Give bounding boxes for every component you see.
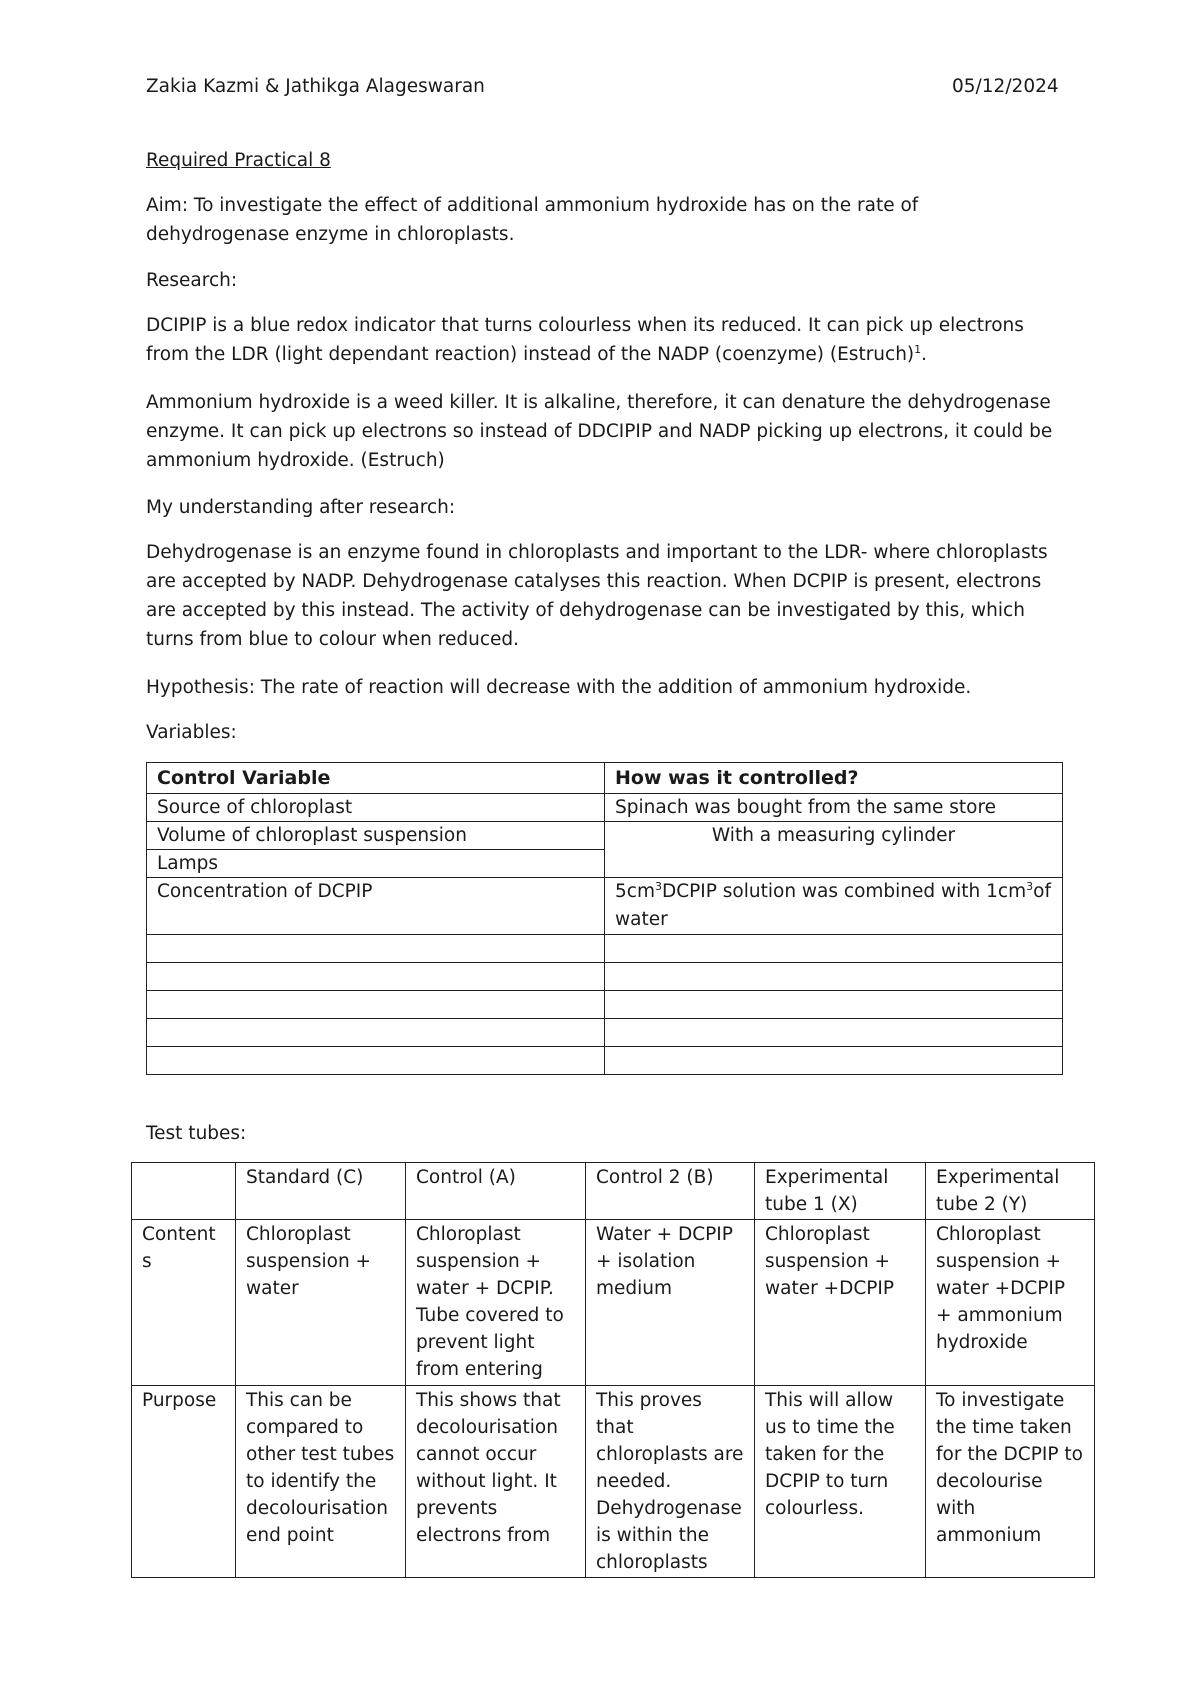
aim-paragraph: Aim: To investigate the effect of additional ammonium hydroxide has on the rate of dehydrogenase enzyme in chloroplasts. — [146, 195, 919, 245]
header-date: 05/12/2024 — [952, 76, 1059, 97]
table-row — [132, 1386, 1095, 1578]
table-cell — [605, 1047, 1063, 1075]
control-variables-table — [146, 762, 1063, 1075]
table-cell: With a measuring cylinder — [605, 822, 1063, 878]
table-cell: Source of chloroplast — [147, 794, 605, 822]
table-row — [147, 794, 1063, 822]
column-header: Experimental tube 1 (X) — [755, 1163, 926, 1220]
table-cell — [147, 1047, 605, 1075]
cell-text: DCPIP solution was combined with 1cm — [661, 881, 1027, 902]
variables-heading: Variables: — [146, 722, 237, 743]
cell-text: 5cm — [615, 881, 655, 902]
table-row — [147, 878, 1063, 935]
table-cell — [147, 963, 605, 991]
table-cell: Volume of chloroplast suspension — [147, 822, 605, 850]
table-cell-dcpip — [605, 878, 1063, 935]
hypothesis-paragraph: Hypothesis: The rate of reaction will decrease with the addition of ammonium hydroxide. — [146, 677, 972, 698]
test-tubes-heading: Test tubes: — [146, 1123, 247, 1144]
table-cell: Lamps — [147, 850, 605, 878]
superscript: 3 — [654, 879, 662, 893]
table-row — [147, 991, 1063, 1019]
column-header — [132, 1163, 236, 1220]
table-cell: Chloroplast suspension + water +DCPIP — [755, 1220, 926, 1386]
column-header: Control (A) — [406, 1163, 586, 1220]
understanding-heading: My understanding after research: — [146, 497, 456, 518]
table-cell — [147, 1019, 605, 1047]
table-cell — [147, 935, 605, 963]
table-row — [147, 963, 1063, 991]
research-p1-reference: 1 — [914, 342, 922, 356]
table-header-row — [147, 763, 1063, 794]
table-row — [132, 1220, 1095, 1386]
header-authors: Zakia Kazmi & Jathikga Alageswaran — [146, 76, 485, 97]
table-row — [147, 1047, 1063, 1075]
table-cell: Chloroplast suspension + water +DCPIP + ammonium hydroxide — [926, 1220, 1095, 1386]
research-heading: Research: — [146, 270, 238, 291]
table-cell: This can be compared to other test tubes to identify the decolourisation end point — [236, 1386, 406, 1578]
table-cell: Water + DCPIP + isolation medium — [586, 1220, 755, 1386]
research-paragraph-2: Ammonium hydroxide is a weed killer. It is alkaline, therefore, it can denature the dehydrogenase enzyme. It can pick up electrons so instead of DDCIPIP and NADP picking up electrons, it could be ammonium hydroxide. (Estruch) — [146, 392, 1053, 471]
table-header-row — [132, 1163, 1095, 1220]
table-cell — [605, 991, 1063, 1019]
table-cell — [605, 963, 1063, 991]
column-header: How was it controlled? — [605, 763, 1063, 794]
row-header: Content s — [132, 1220, 236, 1386]
cell-text: of water — [615, 881, 1051, 930]
table-cell — [147, 991, 605, 1019]
table-cell: To investigate the time taken for the DCPIP to decolourise with ammonium — [926, 1386, 1095, 1578]
table-row — [147, 822, 1063, 850]
table-cell: This proves that chloroplasts are needed. Dehydrogenase is within the chloroplasts — [586, 1386, 755, 1578]
test-tubes-table — [131, 1162, 1095, 1578]
research-paragraph-1 — [146, 311, 1066, 369]
column-header: Control Variable — [147, 763, 605, 794]
table-cell: Concentration of DCPIP — [147, 878, 605, 935]
row-header: Purpose — [132, 1386, 236, 1578]
column-header: Standard (C) — [236, 1163, 406, 1220]
column-header: Control 2 (B) — [586, 1163, 755, 1220]
table-cell: This shows that decolourisation cannot occur without light. It prevents electrons from — [406, 1386, 586, 1578]
page-title: Required Practical 8 — [146, 150, 331, 171]
research-p1-end: . — [921, 344, 928, 365]
table-cell: Chloroplast suspension + water — [236, 1220, 406, 1386]
column-header: Experimental tube 2 (Y) — [926, 1163, 1095, 1220]
understanding-paragraph: Dehydrogenase is an enzyme found in chloroplasts and important to the LDR- where chloroplasts are accepted by NADP. Dehydrogenase catalyses this reaction. When DCPIP is present, electrons are accepted by this instead. The activity of dehydrogenase can be investigated by this, which turns from blue to colour when reduced. — [146, 542, 1048, 650]
table-row — [147, 935, 1063, 963]
table-cell — [605, 935, 1063, 963]
table-cell — [605, 1019, 1063, 1047]
table-cell: Spinach was bought from the same store — [605, 794, 1063, 822]
table-cell: Chloroplast suspension + water + DCPIP. Tube covered to prevent light from entering — [406, 1220, 586, 1386]
superscript: 3 — [1026, 879, 1034, 893]
table-cell: This will allow us to time the taken for the DCPIP to turn colourless. — [755, 1386, 926, 1578]
table-row — [147, 1019, 1063, 1047]
research-p1-text: DCIPIP is a blue redox indicator that turns colourless when its reduced. It can pick up electrons from the LDR (light dependant reaction) instead of the NADP (coenzyme) (Estruch) — [146, 315, 1024, 365]
